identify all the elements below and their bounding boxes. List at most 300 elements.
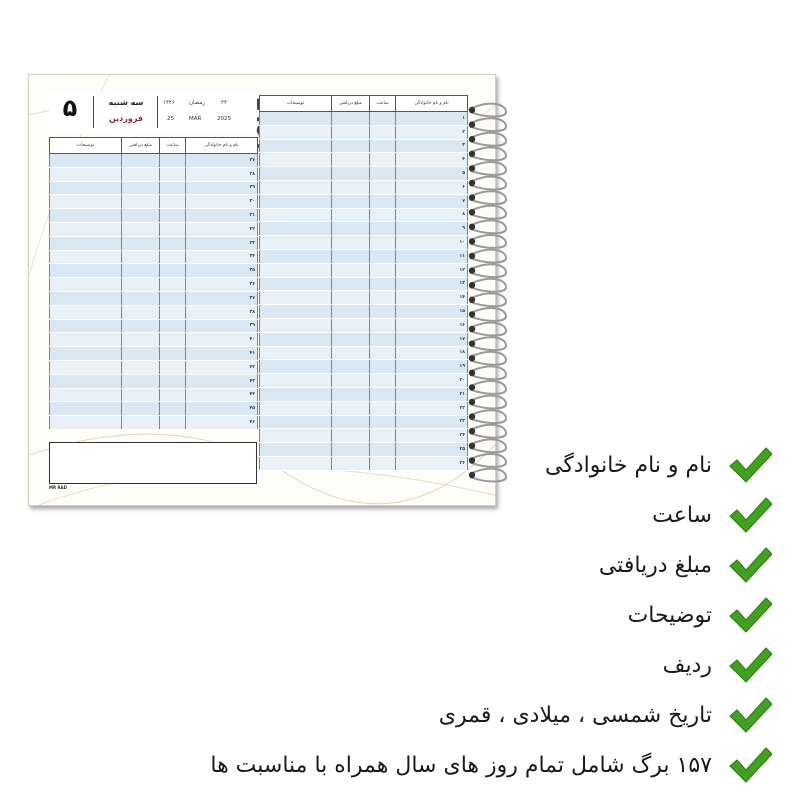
table-cell[interactable]	[370, 112, 396, 126]
checkmark-icon	[728, 646, 772, 684]
table-row	[260, 139, 468, 153]
row-number[interactable]: ۴۳	[186, 374, 258, 388]
table-row	[260, 456, 468, 470]
row-number[interactable]: ۳۵	[186, 264, 258, 278]
table-cell[interactable]	[122, 319, 160, 333]
table-cell[interactable]	[260, 332, 332, 346]
row-number[interactable]: ۲۴	[396, 429, 468, 443]
table-cell[interactable]	[260, 415, 332, 429]
spiral-coil	[470, 293, 506, 306]
table-cell[interactable]	[122, 167, 160, 181]
binding-hole	[469, 224, 475, 230]
row-number[interactable]: ۴۵	[186, 402, 258, 416]
spiral-coil	[470, 381, 506, 394]
table-cell[interactable]	[260, 180, 332, 194]
row-number[interactable]: ۴۱	[186, 347, 258, 361]
table-cell[interactable]	[260, 401, 332, 415]
row-number[interactable]: ۱۴	[396, 291, 468, 305]
table-cell[interactable]	[260, 263, 332, 277]
binding-hole	[469, 355, 475, 361]
table-cell[interactable]	[332, 291, 370, 305]
table-cell[interactable]	[160, 416, 186, 430]
table-row	[260, 360, 468, 374]
table-cell[interactable]	[122, 181, 160, 195]
column-header: نام و نام خانوادگی	[186, 138, 258, 154]
spiral-coil	[470, 337, 506, 350]
binding-hole	[469, 443, 475, 449]
table-cell[interactable]	[260, 153, 332, 167]
row-number[interactable]: ۳۴	[186, 250, 258, 264]
table-cell[interactable]	[122, 222, 160, 236]
spiral-coil	[470, 279, 506, 292]
table-cell[interactable]	[122, 154, 160, 168]
row-number[interactable]: ۱۲	[396, 263, 468, 277]
row-number[interactable]: ۸	[396, 208, 468, 222]
row-number[interactable]: ۴۰	[186, 333, 258, 347]
spiral-coil	[470, 396, 506, 409]
divider	[157, 96, 158, 128]
table-cell[interactable]	[160, 319, 186, 333]
table-row	[50, 222, 258, 236]
row-number[interactable]: ۲۹	[186, 181, 258, 195]
table-cell[interactable]	[122, 278, 160, 292]
table-cell[interactable]	[370, 387, 396, 401]
row-number[interactable]: ۳۷	[186, 291, 258, 305]
table-cell[interactable]	[370, 429, 396, 443]
table-cell[interactable]	[332, 429, 370, 443]
checkmark-icon	[728, 496, 772, 534]
row-number[interactable]: ۱۶	[396, 318, 468, 332]
feature-item	[663, 640, 772, 690]
greg-month: MAR	[189, 116, 202, 122]
row-number[interactable]: ۴۶	[186, 416, 258, 430]
table-cell[interactable]	[50, 236, 122, 250]
table-cell[interactable]	[260, 346, 332, 360]
table-cell[interactable]	[370, 374, 396, 388]
spiral-coil	[470, 250, 506, 263]
table-cell[interactable]	[122, 250, 160, 264]
row-number[interactable]: ۵	[396, 167, 468, 181]
table-cell[interactable]	[122, 209, 160, 223]
row-number[interactable]: ۳۶	[186, 278, 258, 292]
spiral-coil	[470, 104, 506, 117]
row-number[interactable]: ۴۴	[186, 388, 258, 402]
table-cell[interactable]	[260, 112, 332, 126]
table-cell[interactable]	[332, 456, 370, 470]
greg-day: 25	[167, 116, 174, 122]
row-number[interactable]: ۳۳	[186, 236, 258, 250]
notes-box[interactable]	[49, 442, 257, 484]
row-number[interactable]: ۱۵	[396, 305, 468, 319]
spiral-coil	[470, 454, 506, 467]
table-cell[interactable]	[260, 443, 332, 457]
binding-hole	[469, 326, 475, 332]
table-cell[interactable]	[122, 388, 160, 402]
feature-label: توضیحات	[627, 602, 712, 628]
row-number[interactable]: ۴	[396, 153, 468, 167]
table-cell[interactable]	[160, 291, 186, 305]
table-cell[interactable]	[260, 291, 332, 305]
row-number[interactable]: ۱۱	[396, 249, 468, 263]
table-row	[50, 416, 258, 430]
table-row	[260, 401, 468, 415]
spiral-coil	[470, 410, 506, 423]
brand-mark: MR RAD	[49, 485, 67, 490]
table-cell[interactable]	[160, 167, 186, 181]
checkmark-icon	[728, 746, 772, 784]
table-cell[interactable]	[122, 236, 160, 250]
table-cell[interactable]	[122, 305, 160, 319]
row-number[interactable]: ۲۳	[396, 415, 468, 429]
table-cell[interactable]	[160, 388, 186, 402]
table-cell[interactable]	[260, 167, 332, 181]
table-cell[interactable]	[332, 277, 370, 291]
table-cell[interactable]	[122, 333, 160, 347]
row-number[interactable]: ۲	[396, 125, 468, 139]
table-cell[interactable]	[332, 222, 370, 236]
binding-hole	[469, 370, 475, 376]
table-cell[interactable]	[50, 388, 122, 402]
table-cell[interactable]	[332, 208, 370, 222]
table-cell[interactable]	[370, 318, 396, 332]
table-row	[50, 154, 258, 168]
spiral-coil	[470, 264, 506, 277]
table-cell[interactable]	[370, 236, 396, 250]
table-cell[interactable]	[260, 456, 332, 470]
day-number: ۵	[62, 94, 78, 122]
row-number[interactable]: ۲۲	[396, 401, 468, 415]
table-cell[interactable]	[332, 249, 370, 263]
table-row	[50, 402, 258, 416]
table-cell[interactable]	[370, 249, 396, 263]
table-cell[interactable]	[332, 443, 370, 457]
greg-year: 2025	[217, 116, 231, 122]
table-cell[interactable]	[370, 305, 396, 319]
table-row	[260, 153, 468, 167]
binding-hole	[469, 297, 475, 303]
table-cell[interactable]	[370, 180, 396, 194]
table-cell[interactable]	[332, 415, 370, 429]
table-cell[interactable]	[260, 360, 332, 374]
table-cell[interactable]	[370, 277, 396, 291]
column-header: توضیحات	[260, 96, 332, 112]
table-cell[interactable]	[50, 195, 122, 209]
feature-item	[439, 690, 772, 740]
column-header: مبلغ دریافتی	[332, 96, 370, 112]
table-cell[interactable]	[50, 167, 122, 181]
table-cell[interactable]	[260, 194, 332, 208]
checkmark-icon	[728, 596, 772, 634]
feature-label: تاریخ شمسی ، میلادی ، قمری	[438, 702, 712, 728]
spiral-coil	[470, 308, 506, 321]
spiral-coil	[470, 162, 506, 175]
table-cell[interactable]	[160, 154, 186, 168]
row-number[interactable]: ۳۸	[186, 305, 258, 319]
feature-item	[628, 590, 772, 640]
table-row	[260, 346, 468, 360]
table-cell[interactable]	[260, 387, 332, 401]
table-cell[interactable]	[332, 387, 370, 401]
spiral-coil	[470, 177, 506, 190]
row-number[interactable]: ۱	[396, 112, 468, 126]
table-cell[interactable]	[122, 291, 160, 305]
binding-hole	[469, 399, 475, 405]
table-cell[interactable]	[370, 263, 396, 277]
table-cell[interactable]	[370, 415, 396, 429]
hijri-year: ۱۴۴۶	[163, 100, 175, 106]
spiral-coil	[470, 439, 506, 452]
column-header: مبلغ دریافتی	[122, 138, 160, 154]
table-row	[50, 291, 258, 305]
row-number[interactable]: ۲۸	[186, 167, 258, 181]
table-cell[interactable]	[260, 208, 332, 222]
row-number[interactable]: ۱۰	[396, 236, 468, 250]
table-row	[260, 236, 468, 250]
table-cell[interactable]	[370, 443, 396, 457]
table-cell[interactable]	[332, 125, 370, 139]
row-number[interactable]: ۲۶	[396, 456, 468, 470]
weekday-label: سه شنبه	[108, 98, 144, 107]
table-row	[260, 277, 468, 291]
table-cell[interactable]	[50, 402, 122, 416]
table-cell[interactable]	[370, 139, 396, 153]
binding-hole	[469, 457, 475, 463]
table-cell[interactable]	[160, 402, 186, 416]
table-cell[interactable]	[160, 278, 186, 292]
table-cell[interactable]	[160, 209, 186, 223]
table-row	[50, 374, 258, 388]
table-cell[interactable]	[260, 318, 332, 332]
binding-hole	[469, 194, 475, 200]
row-number[interactable]: ۲۷	[186, 154, 258, 168]
table-cell[interactable]	[50, 360, 122, 374]
feature-label: ردیف	[662, 652, 712, 678]
table-row	[260, 429, 468, 443]
table-cell[interactable]	[370, 401, 396, 415]
binding-hole	[469, 180, 475, 186]
row-number[interactable]: ۳	[396, 139, 468, 153]
binding-hole	[469, 209, 475, 215]
binding-hole	[469, 428, 475, 434]
row-number[interactable]: ۳۲	[186, 222, 258, 236]
table-cell[interactable]	[260, 374, 332, 388]
binding-hole	[469, 472, 475, 478]
table-cell[interactable]	[370, 291, 396, 305]
table-cell[interactable]	[332, 332, 370, 346]
table-cell[interactable]	[122, 374, 160, 388]
checkmark-icon	[728, 546, 772, 584]
table-cell[interactable]	[160, 195, 186, 209]
row-number[interactable]: ۶	[396, 180, 468, 194]
table-cell[interactable]	[160, 181, 186, 195]
row-number[interactable]: ۳۱	[186, 209, 258, 223]
table-cell[interactable]	[332, 401, 370, 415]
row-number[interactable]: ۹	[396, 222, 468, 236]
table-cell[interactable]	[50, 278, 122, 292]
table-cell[interactable]	[160, 236, 186, 250]
table-row	[260, 180, 468, 194]
table-cell[interactable]	[370, 360, 396, 374]
table-row	[260, 249, 468, 263]
table-cell[interactable]	[332, 318, 370, 332]
feature-item	[599, 540, 772, 590]
binding-hole	[469, 121, 475, 127]
table-cell[interactable]	[50, 250, 122, 264]
table-cell[interactable]	[50, 209, 122, 223]
spiral-coil	[470, 235, 506, 248]
table-cell[interactable]	[332, 374, 370, 388]
table-cell[interactable]	[260, 249, 332, 263]
table-row	[50, 250, 258, 264]
table-row	[50, 347, 258, 361]
table-cell[interactable]	[370, 125, 396, 139]
row-number[interactable]: ۲۰	[396, 374, 468, 388]
table-cell[interactable]	[160, 360, 186, 374]
table-cell[interactable]	[370, 332, 396, 346]
column-header: توضیحات	[50, 138, 122, 154]
table-row	[50, 305, 258, 319]
table-row	[50, 278, 258, 292]
table-cell[interactable]	[332, 139, 370, 153]
table-row	[260, 167, 468, 181]
table-cell[interactable]	[50, 374, 122, 388]
table-cell[interactable]	[332, 263, 370, 277]
table-cell[interactable]	[50, 416, 122, 430]
row-number[interactable]: ۱۹	[396, 360, 468, 374]
binding-hole	[469, 107, 475, 113]
binding-hole	[469, 311, 475, 317]
planner-page-image	[28, 74, 496, 506]
table-cell[interactable]	[160, 333, 186, 347]
table-cell[interactable]	[332, 167, 370, 181]
table-cell[interactable]	[160, 222, 186, 236]
feature-label: ساعت	[652, 502, 712, 528]
table-cell[interactable]	[122, 347, 160, 361]
row-number[interactable]: ۱۸	[396, 346, 468, 360]
spiral-coil	[470, 425, 506, 438]
spiral-coil	[470, 220, 506, 233]
table-cell[interactable]	[122, 264, 160, 278]
table-cell[interactable]	[50, 333, 122, 347]
table-cell[interactable]	[50, 154, 122, 168]
table-cell[interactable]	[260, 277, 332, 291]
table-cell[interactable]	[332, 180, 370, 194]
table-cell[interactable]	[260, 125, 332, 139]
binding-hole	[469, 413, 475, 419]
table-row	[260, 194, 468, 208]
binding-hole	[469, 136, 475, 142]
table-row	[260, 387, 468, 401]
column-header: نام و نام خانوادگی	[396, 96, 468, 112]
row-number[interactable]: ۷	[396, 194, 468, 208]
table-cell[interactable]	[370, 346, 396, 360]
table-cell[interactable]	[160, 264, 186, 278]
table-cell[interactable]	[370, 194, 396, 208]
table-row	[260, 305, 468, 319]
table-cell[interactable]	[332, 305, 370, 319]
table-row	[260, 112, 468, 126]
table-row	[260, 291, 468, 305]
table-row	[50, 167, 258, 181]
row-number[interactable]: ۴۲	[186, 360, 258, 374]
row-number[interactable]: ۲۵	[396, 443, 468, 457]
spiral-coil	[470, 118, 506, 131]
table-cell[interactable]	[122, 402, 160, 416]
table-cell[interactable]	[332, 360, 370, 374]
left-table-wrap	[49, 137, 257, 430]
table-cell[interactable]	[260, 236, 332, 250]
table-cell[interactable]	[50, 291, 122, 305]
table-cell[interactable]	[332, 346, 370, 360]
table-cell[interactable]	[50, 222, 122, 236]
table-cell[interactable]	[50, 264, 122, 278]
table-row	[50, 195, 258, 209]
table-cell[interactable]	[370, 167, 396, 181]
table-cell[interactable]	[370, 153, 396, 167]
table-cell[interactable]	[50, 319, 122, 333]
table-cell[interactable]	[122, 360, 160, 374]
table-row	[50, 319, 258, 333]
spiral-coil	[470, 147, 506, 160]
table-row	[50, 388, 258, 402]
table-cell[interactable]	[332, 194, 370, 208]
table-cell[interactable]	[122, 195, 160, 209]
row-number[interactable]: ۱۷	[396, 332, 468, 346]
table-cell[interactable]	[260, 305, 332, 319]
row-number[interactable]: ۳۰	[186, 195, 258, 209]
binding-hole	[469, 282, 475, 288]
table-cell[interactable]	[332, 112, 370, 126]
table-cell[interactable]	[370, 456, 396, 470]
feature-label: نام و نام خانوادگی	[544, 452, 712, 478]
row-number[interactable]: ۱۳	[396, 277, 468, 291]
table-row	[260, 208, 468, 222]
table-cell[interactable]	[160, 347, 186, 361]
table-cell[interactable]	[50, 347, 122, 361]
spiral-coil	[470, 191, 506, 204]
feature-item	[545, 440, 772, 490]
feature-label: ۱۵۷ برگ شامل تمام روز های سال همراه با مناسبت ها	[210, 752, 712, 778]
spiral-coil	[470, 352, 506, 365]
table-cell[interactable]	[260, 139, 332, 153]
table-row	[50, 360, 258, 374]
table-cell[interactable]	[160, 250, 186, 264]
table-cell[interactable]	[370, 208, 396, 222]
table-cell[interactable]	[332, 153, 370, 167]
table-cell[interactable]	[332, 236, 370, 250]
table-cell[interactable]	[260, 429, 332, 443]
table-cell[interactable]	[160, 305, 186, 319]
binding-hole	[469, 238, 475, 244]
feature-item	[210, 740, 772, 790]
spiral-coil	[470, 206, 506, 219]
checkmark-icon	[728, 446, 772, 484]
hijri-month: رمضان	[189, 100, 206, 106]
feature-item	[652, 490, 772, 540]
table-row	[260, 415, 468, 429]
table-cell[interactable]	[122, 416, 160, 430]
feature-label: مبلغ دریافتی	[598, 552, 712, 578]
column-header: ساعت	[160, 138, 186, 154]
table-cell[interactable]	[50, 181, 122, 195]
table-cell[interactable]	[50, 305, 122, 319]
table-cell[interactable]	[370, 222, 396, 236]
row-number[interactable]: ۲۱	[396, 387, 468, 401]
row-number[interactable]: ۳۹	[186, 319, 258, 333]
right-table-wrap	[259, 95, 467, 471]
table-cell[interactable]	[260, 222, 332, 236]
table-cell[interactable]	[160, 374, 186, 388]
